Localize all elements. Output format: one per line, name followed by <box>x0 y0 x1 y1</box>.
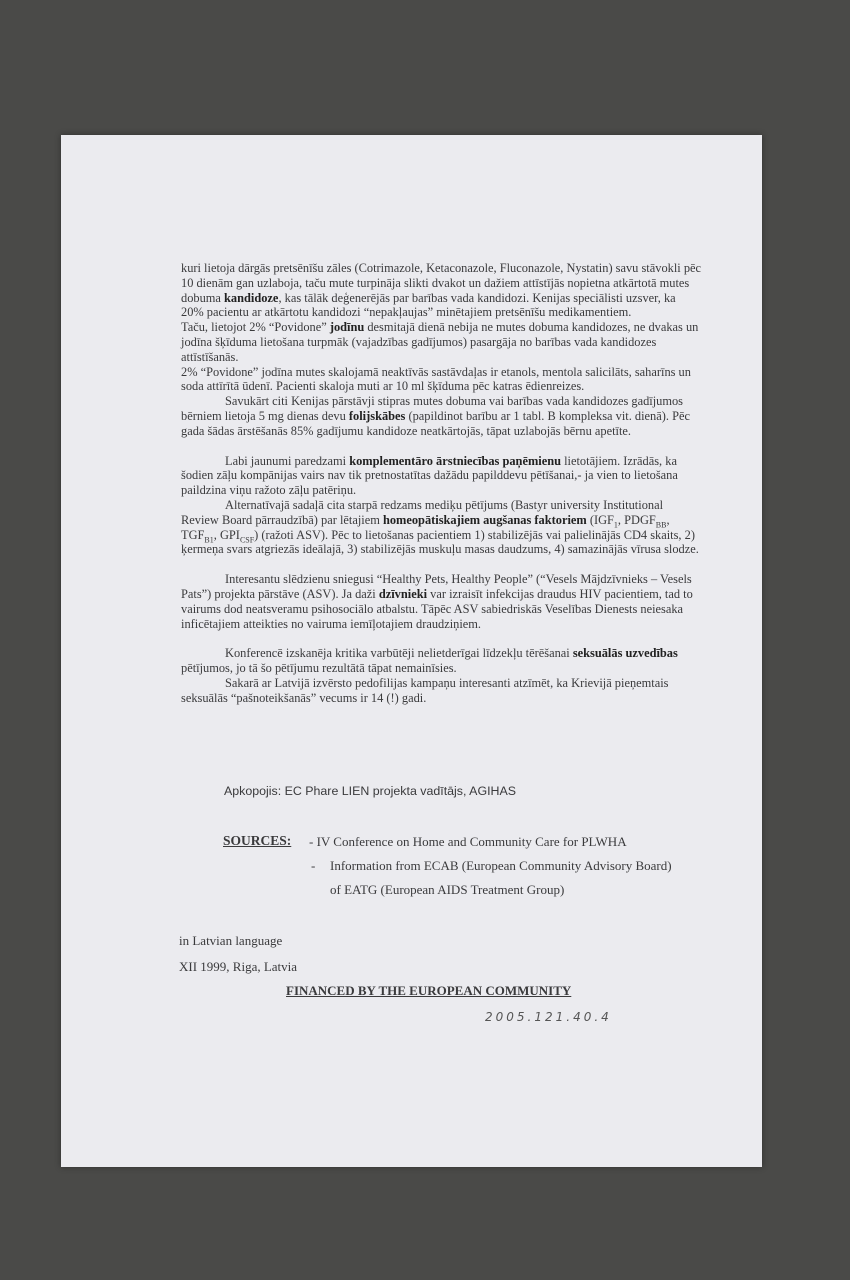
bold-term: komplementāro ārstniecības paņēmienu <box>349 453 561 468</box>
paragraph-kandidoze: kuri lietoja dārgās pretsēnīšu zāles (Cotrimazole, Ketaconazole, Fluconazole, Nystatin) savu stāvokli pēc 10 dienām gan uzlaboja, taču mute turpināja slikti dvakot un dažiem attīstījās nopietna atkārtotā mutes dobuma kandidoze, kas tālāk deģenerējās par barības vada kandidozi. Kenijas speciālisti uzsver, ka 20% pacientu ar atkārtotu kandidozi “nepakļaujas” minētajiem pretsēnīšu medikamentiem. <box>181 261 702 320</box>
paragraph-pedofilijas: Sakarā ar Latvijā izvērsto pedofilijas kampaņu interesanti atzīmēt, ka Krievijā pieņemtais seksuālās “pašnoteikšanās” vecums ir 14 (!) gadi. <box>181 675 669 705</box>
body-text <box>181 261 701 706</box>
source-item-2-line-2: of EATG (European AIDS Treatment Group) <box>330 882 565 897</box>
paragraph-folijskabe: Savukārt citi Kenijas pārstāvji stipras mutes dobuma vai barības vada kandidozes gadījumos bērniem lietoja 5 mg dienas devu folijskābes (papildinot barību ar 1 tabl. B kompleksa vit. dienā). Pēc gada šādas ārstēšanās 85% gadījumu kandidoze neatkārtojās, tāpat uzlabojās bērnu apetīte. <box>181 394 690 438</box>
bold-term: kandidoze <box>224 290 279 305</box>
source-item-2-dash: - <box>311 858 316 873</box>
language-note: in Latvian language <box>179 933 283 948</box>
date-place: XII 1999, Riga, Latvia <box>179 959 298 974</box>
paragraph-komplementaro: Labi jaunumi paredzami komplementāro ārstniecības paņēmienu lietotājiem. Izrādās, ka šodien zāļu kompānijas vairs nav tik pretnostatītas dažādu papilddevu pētīšanai,- ja vien to lietošana paildzina viņu ražoto zāļu patēriņu. <box>181 453 678 498</box>
paragraph-jodinu: Taču, lietojot 2% “Povidone” jodīnu desmitajā dienā nebija ne mutes dobuma kandidozes, ne dvakas un jodīna šķīduma lietošana turpmāk (vajadzības gadījumos) pasargāja no barības vada kandidozes attīstīšanās. <box>181 320 699 364</box>
document-page <box>61 135 762 1167</box>
paragraph-povidone: 2% “Povidone” jodīna mutes skalojamā neaktīvās sastāvdaļas ir etanols, mentola salicilāts, saharīns un soda attīrītā ūdenī. Pacienti skaloja muti ar 10 ml šķīduma pēc katras ēdienreizes. <box>181 364 691 394</box>
financed-line: FINANCED BY THE EUROPEAN COMMUNITY <box>286 983 572 998</box>
bold-term: dzīvnieki <box>378 586 428 601</box>
bold-term: folijskābes <box>348 408 406 423</box>
bold-term: homeopātiskajiem augšanas faktoriem <box>382 512 587 527</box>
sources-label: SOURCES: <box>223 833 292 848</box>
bold-term: seksuālās uzvedības <box>572 646 678 661</box>
paragraph-homeopatiskajiem: Alternatīvajā sadaļā cita starpā redzams mediķu pētījums (Bastyr university Institutional Review Board pārraudzībā) par lētajiem homeopātiskajiem augšanas faktoriem ($IGF_1$, $PDGF_{BB}$, $TGF_{B1}$, $GPI_{CSF}$) (ražoti ASV). Pēc to lietošanas pacientiem 1) stabilizējās vai palielinājās CD4 skaits, 2) ķermeņa svars atgriezās ideālajā, 3) stabilizējās muskuļu masas daudzums, 4) samazinājās vīrusa slodze. <box>181 497 699 557</box>
paragraph-seksualas: Konferencē izskanēja kritika varbūtēji nelietderīgai līdzekļu tērēšanai seksuālās uzvedības pētījumos, jo tā šo pētījumu rezultātā tāpat nemainīsies. <box>181 646 678 676</box>
source-item-2-line-1: Information from ECAB (European Community Advisory Board) <box>330 858 672 873</box>
handwritten-accession-number: 2005.121.40.4 <box>485 1010 612 1024</box>
signature-line: Apkopojis: EC Phare LIEN projekta vadītājs, AGIHAS <box>224 784 517 798</box>
source-item-1: - IV Conference on Home and Community Care for PLWHA <box>309 834 627 849</box>
paragraph-healthy-pets: Interesantu slēdzienu sniegusi “Healthy Pets, Healthy People” (“Vesels Mājdzīvnieks – Vesels Pats”) projekta pārstāve (ASV). Ja daži dzīvnieki var izraisīt infekcijas draudus HIV pacientiem, tad to vairums dod neatsveramu psihosociālo atbalstu. Tāpēc ASV sabiedriskās Veselības Dienests neiesaka inficētajiem atteikties no vairuma iemīļotajiem draudziņiem. <box>181 572 693 631</box>
bold-term: jodīnu <box>329 320 365 335</box>
